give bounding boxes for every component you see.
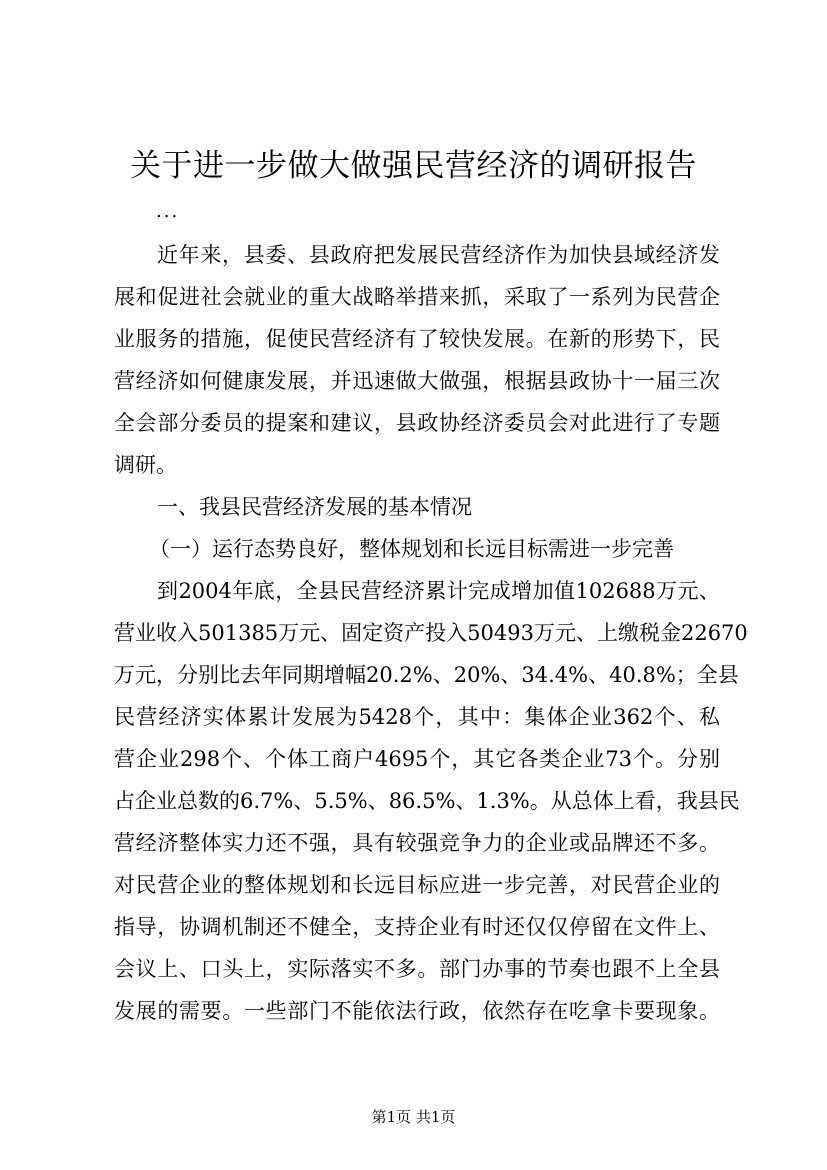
- paragraph-line: 万元，分别比去年同期增幅20.2%、20%、34.4%、40.8%；全县: [114, 663, 739, 687]
- paragraph-line: 会议上、口头上，实际落实不多。部门办事的节奏也跟不上全县: [114, 957, 720, 981]
- paragraph-line: 营经济如何健康发展，并迅速做大做强，根据县政协十一届三次: [114, 369, 720, 393]
- paragraph-line: 展和促进社会就业的重大战略举措来抓，采取了一系列为民营企: [114, 285, 720, 309]
- paragraph-line: 对民营企业的整体规划和长远目标应进一步完善，对民营企业的: [114, 873, 720, 897]
- subsection-heading: （一）运行态势良好，整体规划和长远目标需进一步完善: [149, 537, 674, 561]
- paragraph-line: 近年来，县委、县政府把发展民营经济作为加快县域经济发: [157, 243, 720, 267]
- paragraph-line: 业服务的措施，促使民营经济有了较快发展。在新的形势下，民: [114, 327, 720, 351]
- paragraph-line: 发展的需要。一些部门不能依法行政，依然存在吃拿卡要现象。: [114, 999, 720, 1023]
- paragraph-line: 营经济整体实力还不强，具有较强竞争力的企业或品牌还不多。: [114, 831, 720, 855]
- paragraph-line: 占企业总数的6.7%、5.5%、86.5%、1.3%。从总体上看，我县民: [114, 789, 740, 813]
- document-title: 关于进一步做大做强民营经济的调研报告: [130, 148, 697, 184]
- paragraph-line: 全会部分委员的提案和建议，县政协经济委员会对此进行了专题: [114, 411, 720, 435]
- page-footer: 第1页 共1页: [371, 1108, 456, 1126]
- paragraph-line: 民营经济实体累计发展为5428个，其中：集体企业362个、私: [114, 705, 720, 729]
- ellipsis-text: ...: [156, 201, 180, 222]
- paragraph-line: 指导，协调机制还不健全，支持企业有时还仅仅停留在文件上、: [114, 915, 720, 939]
- paragraph-line: 营业收入501385万元、固定资产投入50493万元、上缴税金22670: [114, 621, 748, 645]
- paragraph-line: 调研。: [114, 453, 177, 477]
- section-heading: 一、我县民营经济发展的基本情况: [157, 495, 472, 519]
- paragraph-line: 到2004年底，全县民营经济累计完成增加值102688万元、: [157, 579, 720, 603]
- paragraph-line: 营企业298个、个体工商户4695个，其它各类企业73个。分别: [114, 747, 720, 771]
